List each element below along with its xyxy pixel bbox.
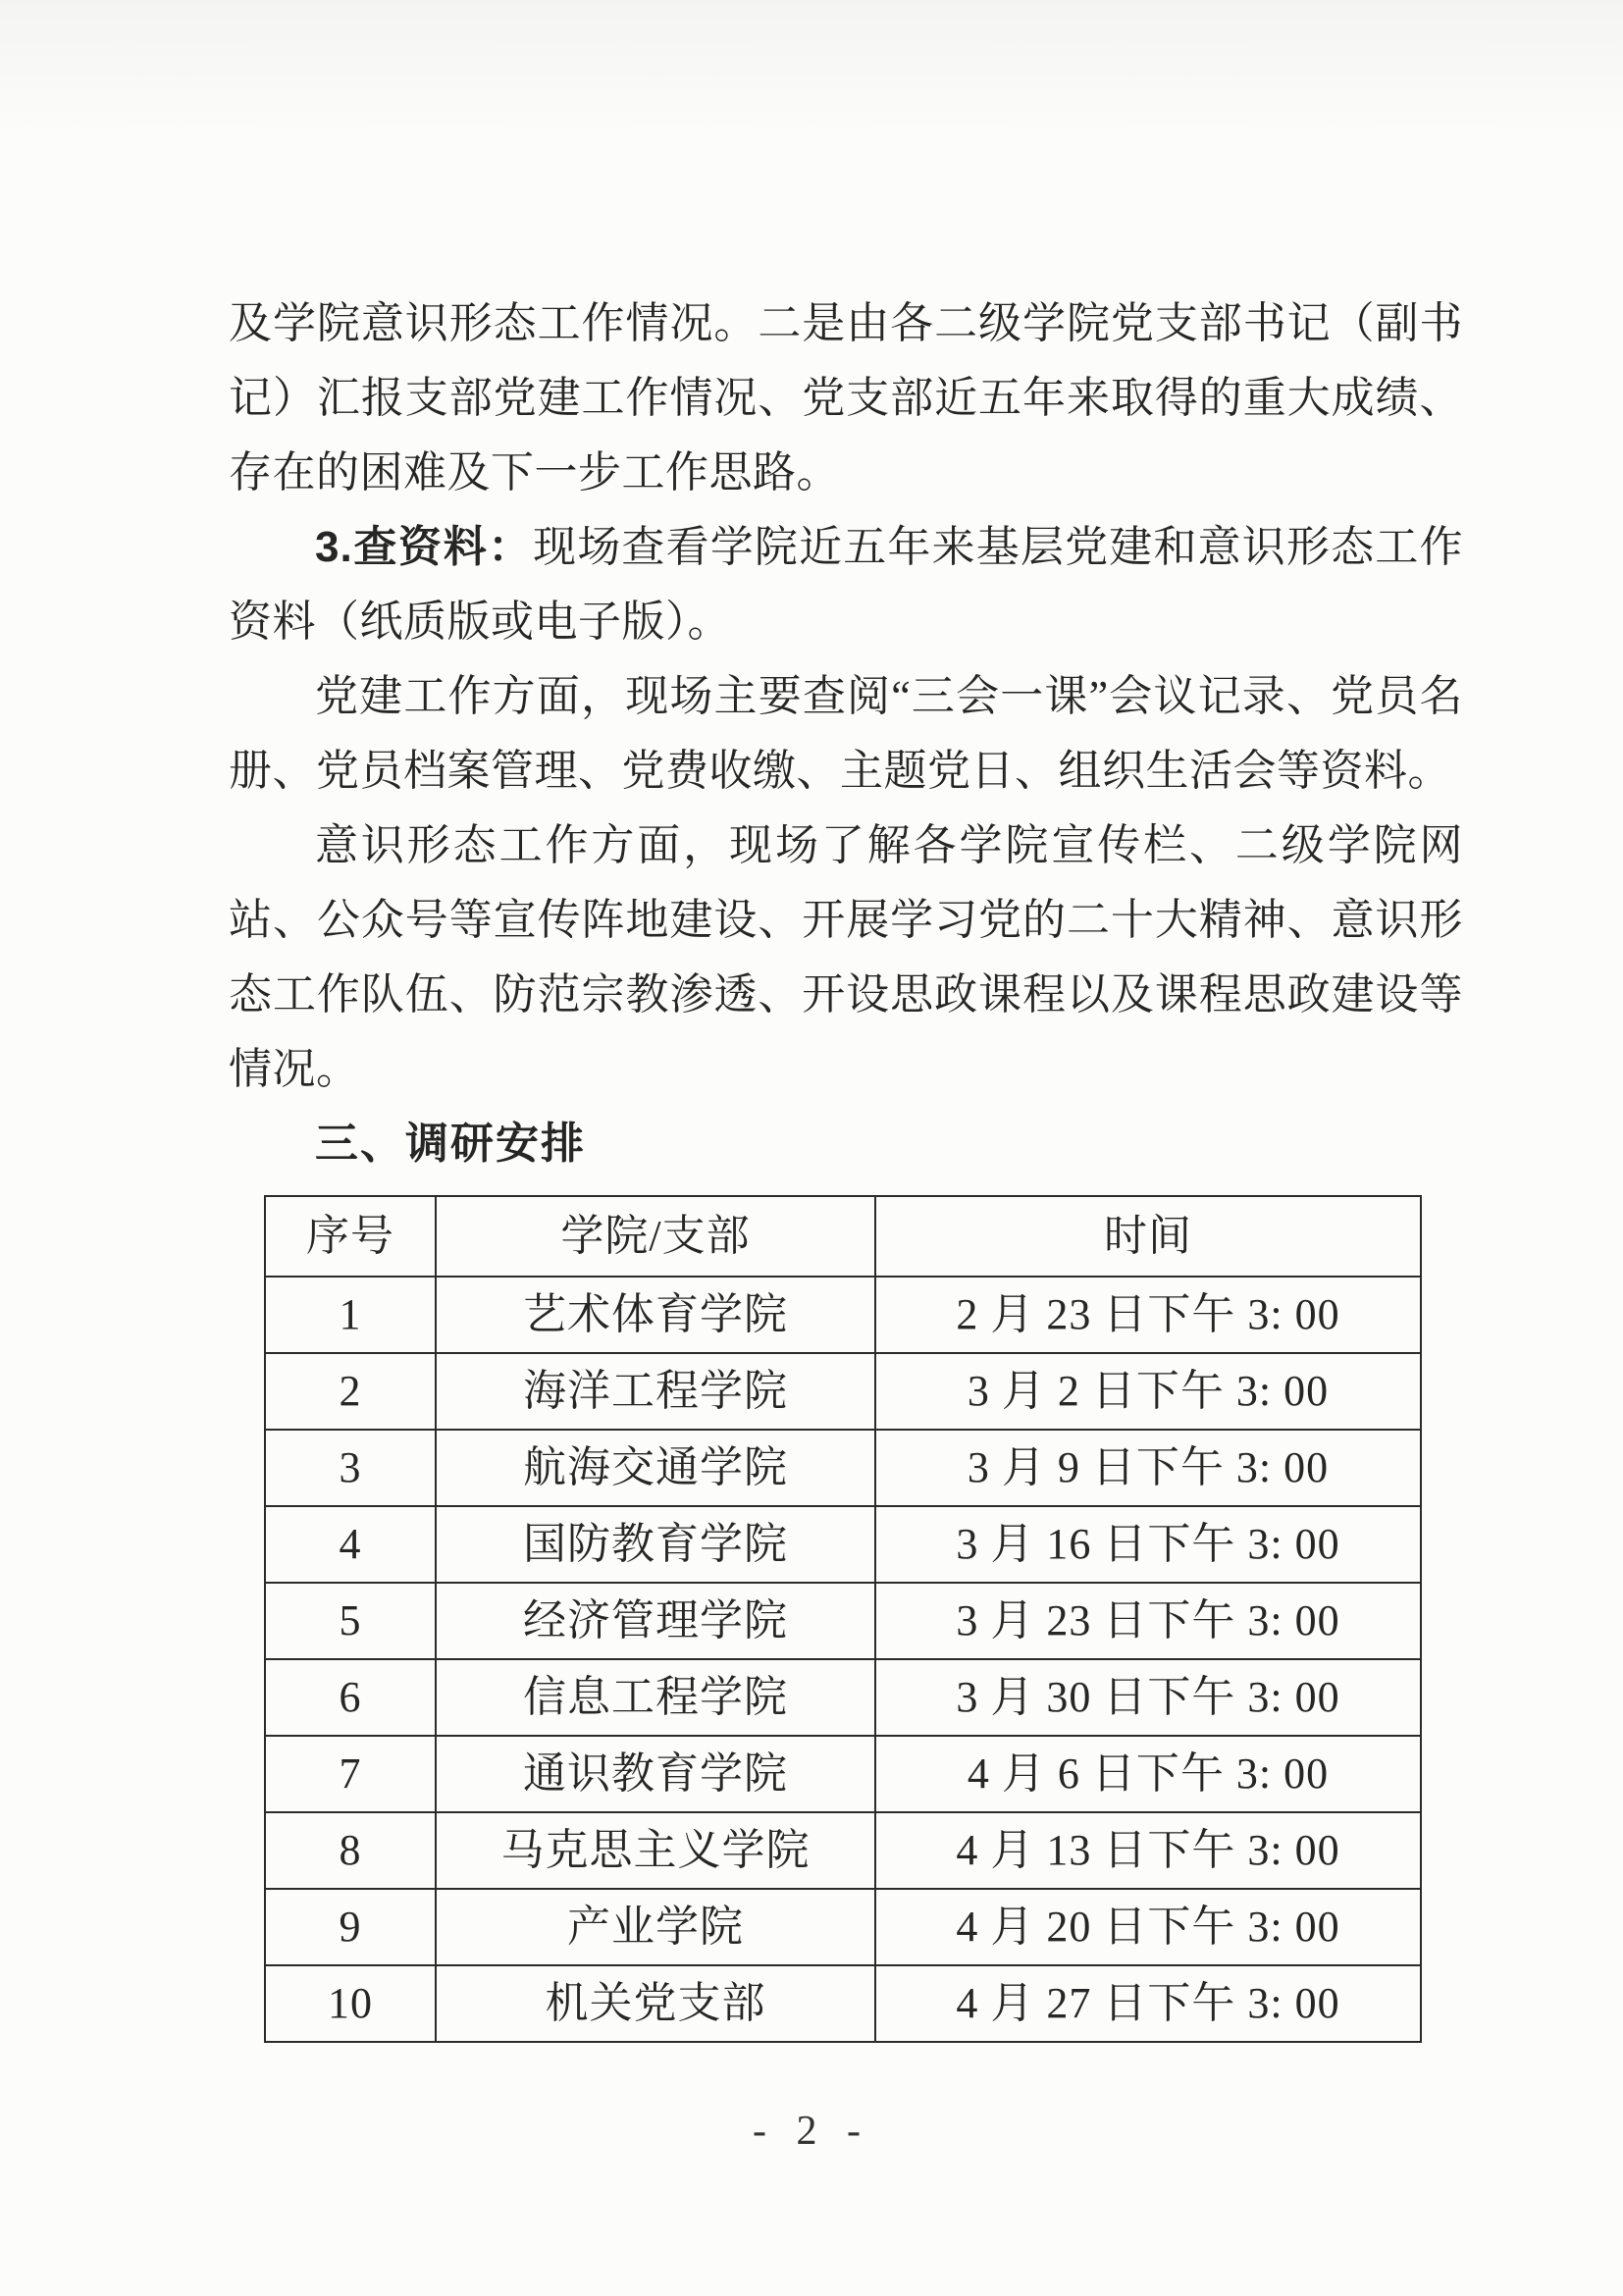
cell-no: 8 xyxy=(265,1812,436,1889)
cell-time: 3 月 16 日下午 3: 00 xyxy=(875,1506,1421,1583)
research-schedule-table xyxy=(264,1195,1422,2043)
table-row xyxy=(265,1736,1421,1812)
paragraph-text: 现场查看学院近五年来基层党建和意识形态工作资料（纸质版或电子版）。 xyxy=(229,523,1463,646)
cell-college: 航海交通学院 xyxy=(436,1430,875,1506)
cell-no: 1 xyxy=(265,1277,436,1353)
table-row xyxy=(265,1277,1421,1353)
cell-no: 3 xyxy=(265,1430,436,1506)
paragraph-party-building xyxy=(229,659,1463,809)
cell-time: 3 月 30 日下午 3: 00 xyxy=(875,1659,1421,1736)
table-row xyxy=(265,1430,1421,1506)
page-number: - 2 - xyxy=(753,2109,870,2154)
paragraph-ideology xyxy=(229,809,1463,1107)
header-cell-college: 学院/支部 xyxy=(436,1196,875,1277)
table-row xyxy=(265,1583,1421,1659)
paragraph-text: 及学院意识形态工作情况。二是由各二级学院党支部书记（副书记）汇报支部党建工作情况、党支部近五年来取得的重大成绩、存在的困难及下一步工作思路。 xyxy=(229,299,1463,496)
cell-college: 艺术体育学院 xyxy=(436,1277,875,1353)
cell-time: 3 月 2 日下午 3: 00 xyxy=(875,1353,1421,1430)
cell-college: 经济管理学院 xyxy=(436,1583,875,1659)
table-row xyxy=(265,1965,1421,2042)
cell-no: 9 xyxy=(265,1889,436,1965)
cell-college: 产业学院 xyxy=(436,1889,875,1965)
cell-time: 4 月 27 日下午 3: 00 xyxy=(875,1965,1421,2042)
cell-college: 海洋工程学院 xyxy=(436,1353,875,1430)
table-row xyxy=(265,1812,1421,1889)
section-heading-research-schedule: 三、调研安排 xyxy=(315,1120,586,1168)
cell-college: 马克思主义学院 xyxy=(436,1812,875,1889)
cell-no: 5 xyxy=(265,1583,436,1659)
scan-shading xyxy=(0,0,1623,137)
cell-college: 机关党支部 xyxy=(436,1965,875,2042)
cell-no: 6 xyxy=(265,1659,436,1736)
cell-time: 3 月 23 日下午 3: 00 xyxy=(875,1583,1421,1659)
document-body xyxy=(229,287,1463,2043)
paragraph-check-materials xyxy=(229,510,1463,659)
header-cell-time: 时间 xyxy=(875,1196,1421,1277)
cell-time: 4 月 6 日下午 3: 00 xyxy=(875,1736,1421,1812)
cell-no: 2 xyxy=(265,1353,436,1430)
header-cell-no: 序号 xyxy=(265,1196,436,1277)
cell-no: 7 xyxy=(265,1736,436,1812)
table-header-row xyxy=(265,1196,1421,1277)
paragraph-continuation xyxy=(229,287,1463,510)
cell-college: 通识教育学院 xyxy=(436,1736,875,1812)
cell-time: 4 月 13 日下午 3: 00 xyxy=(875,1812,1421,1889)
cell-no: 4 xyxy=(265,1506,436,1583)
table-row xyxy=(265,1889,1421,1965)
cell-college: 信息工程学院 xyxy=(436,1659,875,1736)
paragraph-text: 意识形态工作方面，现场了解各学院宣传栏、二级学院网站、公众号等宣传阵地建设、开展学习党的二十大精神、意识形态工作队伍、防范宗教渗透、开设思政课程以及课程思政建设等情况。 xyxy=(229,821,1463,1093)
cell-no: 10 xyxy=(265,1965,436,2042)
table-row xyxy=(265,1506,1421,1583)
cell-time: 4 月 20 日下午 3: 00 xyxy=(875,1889,1421,1965)
cell-time: 2 月 23 日下午 3: 00 xyxy=(875,1277,1421,1353)
table-row xyxy=(265,1659,1421,1736)
cell-time: 3 月 9 日下午 3: 00 xyxy=(875,1430,1421,1506)
table-row xyxy=(265,1353,1421,1430)
cell-college: 国防教育学院 xyxy=(436,1506,875,1583)
paragraph-text: 党建工作方面，现场主要查阅“三会一课”会议记录、党员名册、党员档案管理、党费收缴、主题党日、组织生活会等资料。 xyxy=(229,672,1463,795)
paragraph-bold-lead: 3.查资料： xyxy=(315,523,534,571)
